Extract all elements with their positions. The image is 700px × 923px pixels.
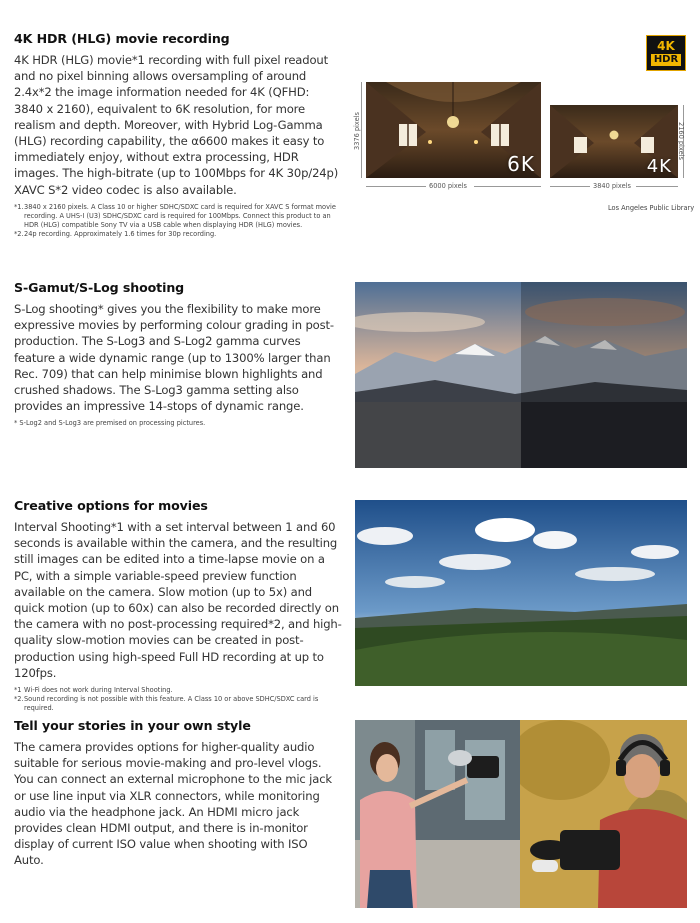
section-body-slog: S-Log shooting* gives you the flexibility to make more expressive movies by performing colour grading in post-production. The S-Log3 and S-Log2 gamma curves feature a wide dynamic range (up to 1300% larger than Rec. 709) that can help minimise blown highlights and crushed shadows. The S-Log3 gamma setting also provides an impressive 14-stops of dynamic range. — [14, 302, 334, 414]
footnotes-creative — [14, 686, 342, 713]
section-slog — [14, 280, 342, 428]
footnote — [14, 419, 342, 428]
section-4k-hdr — [14, 31, 340, 239]
section-creative — [14, 498, 342, 713]
badge-4k-text: 4K — [657, 39, 675, 53]
footnotes-slog — [14, 419, 342, 428]
footnote-mark: *1 — [14, 686, 22, 695]
vlogger-woman-image — [355, 720, 520, 908]
height-6k-line — [361, 82, 362, 178]
footnote — [14, 230, 340, 239]
section-title-slog: S-Gamut/S-Log shooting — [14, 280, 185, 295]
footnote — [14, 695, 342, 713]
footnote-mark: *2. — [14, 695, 24, 704]
image-credit: Los Angeles Public Library — [608, 204, 695, 212]
width-6k-line-right — [474, 186, 541, 187]
library-image-4k — [550, 105, 678, 178]
section-body-stories: The camera provides options for higher-quality audio suitable for serious movie-making and pro-level vlogs. You can connect an external microphone to the mic jack or use line input via XLR connectors, while monitoring audio via the headphone jack. An HDMI micro jack provides clean HDMI output, and there is in-monitor display of current ISO value when shooting with ISO Auto. — [14, 740, 332, 868]
footnote-mark: *2. — [14, 229, 24, 238]
landscape-timelapse-image — [355, 500, 687, 686]
footnote-text: * S-Log2 and S-Log3 are premised on processing pictures. — [14, 419, 206, 428]
width-6k-label: 6000 pixels — [429, 182, 467, 190]
footnote-text: Sound recording is not possible with this feature. A Class 10 or above SDHC/SDXC card is required. — [24, 695, 319, 713]
footnotes-4k-hdr — [14, 203, 340, 239]
width-4k-line-right — [636, 186, 678, 187]
resolution-6k-label: 6K — [507, 152, 535, 176]
width-4k-label: 3840 pixels — [593, 182, 631, 190]
footnote-mark: *1. — [14, 202, 24, 211]
4k-hdr-badge-logo — [646, 35, 686, 71]
library-image-6k — [366, 82, 541, 178]
section-body-4k-hdr: 4K HDR (HLG) movie*1 recording with full pixel readout and no pixel binning allows oversampling of around 2.4x*2 the image information needed for 4K (QFHD: 3840 x 2160), equivalent to 6K resolution, for more realism and depth. Moreover, with Hybrid Log-Gamma (HLG) recording capability, the α6600 makes it easy to immediately enjoy, without extra processing, HDR images. The high-bitrate (up to 100Mbps for 4K 30p/24p) XAVC S*2 video codec is also available. — [14, 53, 339, 197]
section-body-creative: Interval Shooting*1 with a set interval between 1 and 60 seconds is available within the camera, and the resulting still images can be edited into a time-lapse movie on a PC, with a simple variable-speed preview function available on the camera. Slow motion (up to 5x) and quick motion (up to 60x) can also be recorded directly on the camera with no post-processing required*2, and high-quality slow-motion movies can be created in post-production using high-speed Full HD recording at up to 120fps. — [14, 520, 342, 680]
section-title-4k-hdr: 4K HDR (HLG) movie recording — [14, 31, 230, 46]
mountain-slog-image — [355, 282, 687, 468]
resolution-4k-label: 4K — [646, 156, 672, 177]
badge-hdr-text: HDR — [651, 54, 681, 66]
videographer-man-image — [520, 720, 687, 908]
footnote — [14, 203, 340, 230]
section-stories — [14, 718, 340, 869]
width-4k-line-left — [550, 186, 590, 187]
width-6k-line-left — [366, 186, 426, 187]
height-4k-label: 2160 pixels — [677, 122, 685, 160]
footnote — [14, 686, 342, 695]
footnote-text: Wi-Fi does not work during Interval Shooting. — [24, 686, 173, 695]
footnote-text: 24p recording. Approximately 1.6 times for 30p recording. — [24, 229, 217, 238]
height-6k-label: 3376 pixels — [353, 112, 361, 150]
footnote-text: 3840 x 2160 pixels. A Class 10 or higher SDHC/SDXC card is required for XAVC S format movie recording. A UHS-I (U3) SDHC/SDXC card is required for 100Mbps. Connect this product to an HDR (HLG) compatible Sony TV via a USB cable when displaying HDR (HLG) movies. — [24, 202, 336, 229]
section-title-stories: Tell your stories in your own style — [14, 718, 251, 733]
section-title-creative: Creative options for movies — [14, 498, 208, 513]
